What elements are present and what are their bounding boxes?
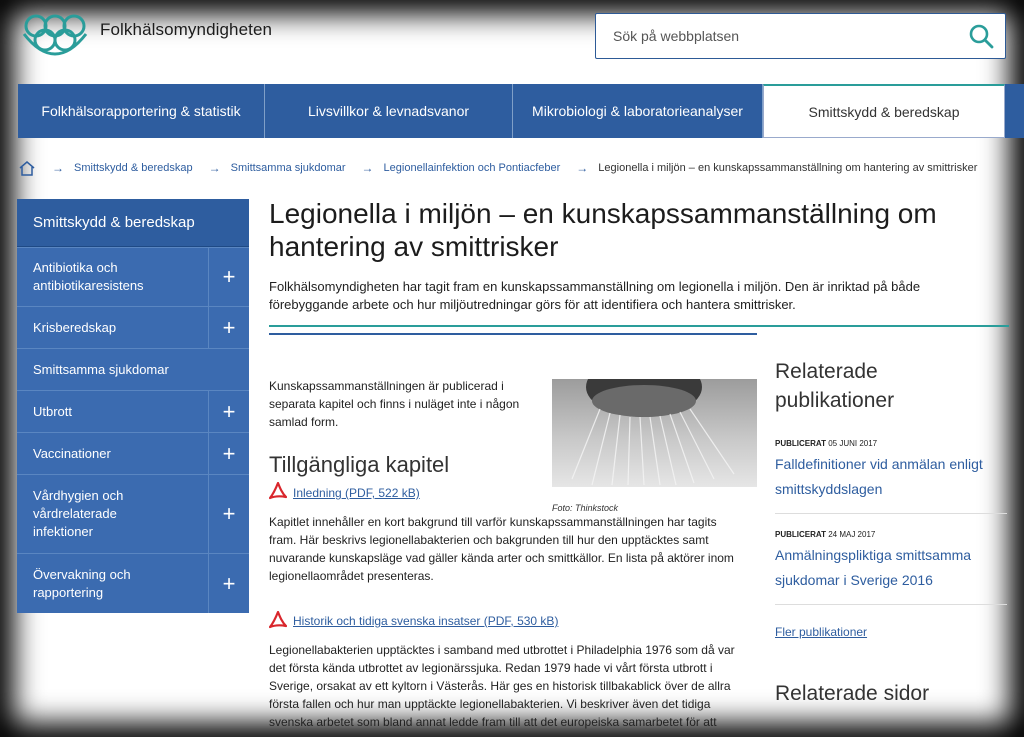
divider: [775, 604, 1007, 605]
breadcrumb-link[interactable]: Legionellainfektion och Pontiacfeber: [383, 162, 561, 174]
chevron-right-icon: →: [576, 161, 589, 175]
chapter-description: Kapitlet innehåller en kort bakgrund till varför kunskapssammanställningen har tagits fram. Här beskrivs legionellabakterien och bakgrunden till hur den upptäcktes samt nuvarande kunskapsläge vad gäller kända arter och smittkällor. En lista på aktörer inom legionellaområdet presenteras.: [269, 515, 734, 583]
sidebar-item-antibiotika[interactable]: [17, 247, 249, 306]
published-label: PUBLICERAT: [775, 439, 826, 448]
expand-plus-icon[interactable]: +: [208, 307, 249, 348]
sidebar-item-label: Krisberedskap: [33, 319, 117, 335]
intro-text: Kunskapssammanställningen är publicerad i separata kapitel och finns i nuläget inte i någon samlad form.: [269, 379, 520, 429]
shower-head-image: [552, 379, 757, 487]
sidebar-item-smittsamma[interactable]: [17, 348, 249, 390]
sidebar: [17, 199, 249, 613]
expand-plus-icon[interactable]: +: [208, 554, 249, 613]
chapter-description: Legionellabakterien upptäcktes i samband med utbrottet i Philadelphia 1976 som då var det första kända utbrottet av legionärssjuka. Redan 1979 hade vi vårt första utbrott i Sverige, orsakat av ett kyltorn i Västerås. Här ges en historisk tillbakablick över de allra första fallen och hur man upptäckte legionellabakterien. Vi beskriver även det tidiga svenska arbetet som bland annat ledde fram till att det europeiska samarbetet för att: [269, 643, 735, 729]
sidebar-item-vardhygien[interactable]: [17, 474, 249, 553]
breadcrumb-link[interactable]: Smittskydd & beredskap: [74, 162, 193, 174]
page-title: Legionella i miljön – en kunskapssammanställning om hantering av smittrisker: [269, 198, 937, 262]
expand-plus-icon[interactable]: +: [208, 475, 249, 553]
chapters-heading: Tillgängliga kapitel: [269, 452, 450, 477]
publication-date: [775, 439, 877, 448]
chapter-pdf-link[interactable]: Historik och tidiga svenska insatser (PDF, 530 kB): [293, 614, 559, 628]
nav-label: Smittskydd & beredskap: [808, 103, 960, 120]
chevron-right-icon: →: [361, 161, 374, 175]
lead-paragraph: Folkhälsomyndigheten har tagit fram en kunskapssammanställning om legionella i miljön. Den är inriktad på både förebyggande arbete och hur miljöutredningar görs för att identifiera och hantera smittrisker.: [269, 279, 921, 312]
chapter-pdf-link[interactable]: Inledning (PDF, 522 kB): [293, 486, 420, 500]
published-label: PUBLICERAT: [775, 530, 826, 539]
shower-illustration: [552, 379, 757, 487]
nav-label: Folkhälsorapportering & statistik: [41, 103, 241, 119]
search-box: [595, 13, 1006, 59]
nav-label: Livsvillkor & levnadsvanor: [307, 103, 470, 119]
expand-plus-icon[interactable]: +: [208, 391, 249, 432]
date-value: 05 JUNI 2017: [828, 439, 878, 448]
sidebar-item-label: Smittsamma sjukdomar: [33, 361, 169, 377]
search-input[interactable]: [596, 14, 953, 58]
nav-livsvillkor[interactable]: [265, 84, 513, 138]
sidebar-item-label: Vaccinationer: [33, 445, 111, 461]
chevron-right-icon: →: [208, 161, 221, 175]
sidebar-item-label: Vårdhygien och vårdrelaterade infektioner: [33, 488, 124, 539]
publication-date: [775, 530, 875, 539]
nav-filler: [1005, 84, 1024, 138]
search-icon[interactable]: [967, 22, 995, 50]
publication-link[interactable]: Anmälningspliktiga smittsamma sjukdomar i Sverige 2016: [775, 547, 972, 588]
pdf-icon: [269, 611, 287, 631]
chevron-right-icon: →: [52, 161, 64, 175]
more-publications-link[interactable]: Fler publikationer: [775, 625, 868, 639]
sidebar-item-label: Antibiotika och antibiotikaresistens: [33, 260, 144, 293]
divider: [775, 513, 1007, 514]
breadcrumb-link[interactable]: Smittsamma sjukdomar: [230, 162, 346, 174]
divider: [269, 325, 1009, 327]
sidebar-item-overvakning[interactable]: [17, 553, 249, 613]
sidebar-title[interactable]: Smittskydd & beredskap: [17, 199, 249, 247]
nav-label: Mikrobiologi & laboratorieanalyser: [532, 103, 743, 119]
expand-plus-icon[interactable]: +: [208, 433, 249, 474]
sidebar-item-krisberedskap[interactable]: [17, 306, 249, 348]
nav-smittskydd[interactable]: [763, 84, 1005, 138]
breadcrumb-current: Legionella i miljön – en kunskapssammanställning om hantering av smittrisker: [598, 162, 978, 174]
nav-mikrobiologi[interactable]: [513, 84, 763, 138]
home-icon[interactable]: [18, 160, 36, 176]
sidebar-item-label: Utbrott: [33, 403, 73, 419]
related-pages-heading: Relaterade sidor: [775, 682, 930, 705]
related-publications-heading: Relaterade publikationer: [775, 360, 895, 412]
logo-icon[interactable]: [16, 4, 94, 62]
pdf-icon: [269, 482, 287, 502]
sidebar-item-utbrott[interactable]: [17, 390, 249, 432]
nav-folkhalsorapportering[interactable]: [18, 84, 265, 138]
expand-plus-icon[interactable]: +: [208, 248, 249, 306]
divider: [269, 333, 757, 335]
photo-caption: Foto: Thinkstock: [552, 503, 619, 513]
date-value: 24 MAJ 2017: [828, 530, 876, 539]
brand-name[interactable]: Folkhälsomyndigheten: [100, 20, 273, 39]
sidebar-item-vaccinationer[interactable]: [17, 432, 249, 474]
sidebar-item-label: Övervakning och rapportering: [33, 566, 131, 600]
breadcrumb: [18, 158, 977, 178]
main-nav: [18, 84, 1024, 138]
publication-link[interactable]: Falldefinitioner vid anmälan enligt smittskyddslagen: [775, 456, 983, 497]
